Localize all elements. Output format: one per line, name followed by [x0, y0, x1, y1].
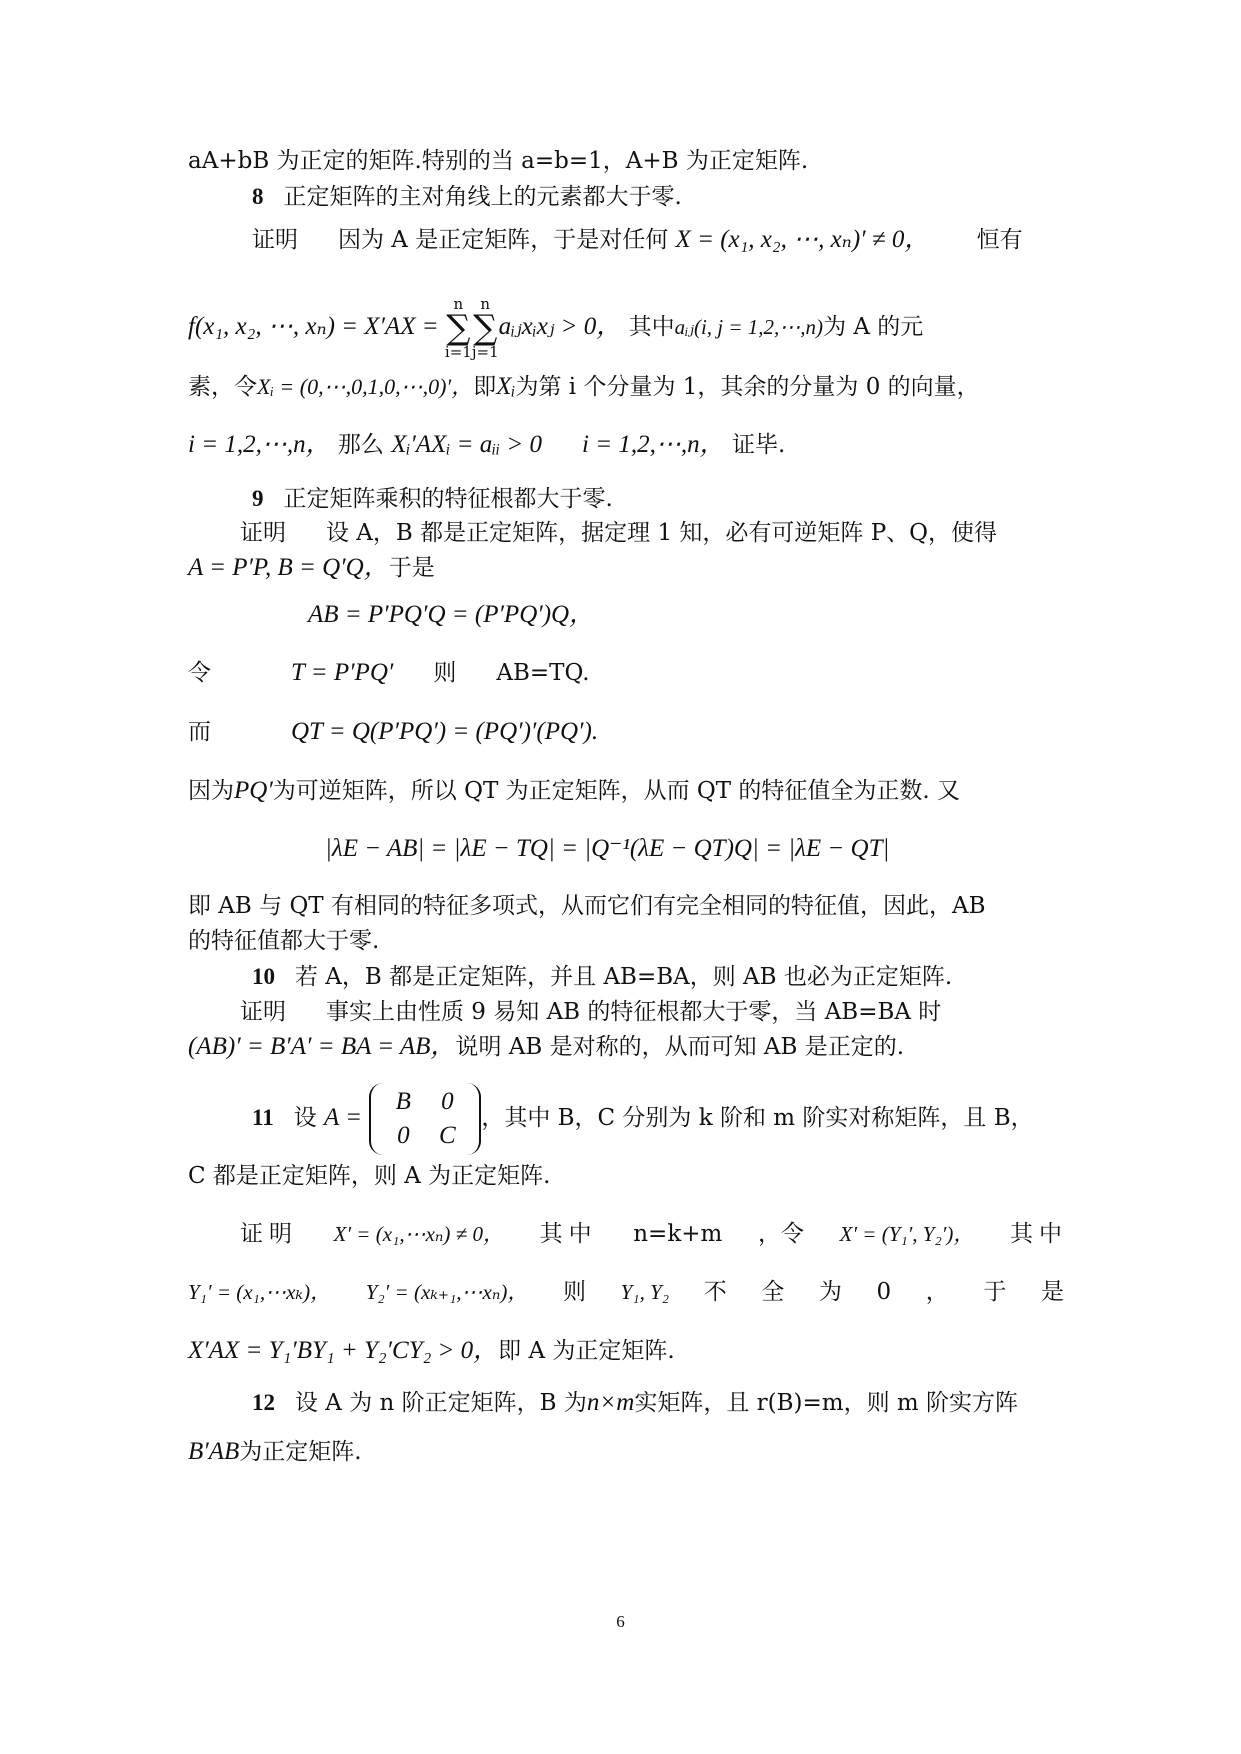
formula-line	[188, 295, 1068, 361]
text-line	[188, 1437, 1068, 1467]
property-heading	[252, 182, 1132, 212]
proof-line	[240, 997, 1120, 1027]
math-expression: i = 1,2,⋯,n，	[188, 431, 331, 458]
math-expression: aᵢⱼxᵢxⱼ > 0，	[498, 313, 622, 340]
math-expression: T = P′PQ′	[291, 659, 394, 686]
math-expression: QT = Q(P′PQ′) = (PQ′)′(PQ′).	[291, 718, 599, 745]
sentence: 全	[761, 1279, 785, 1305]
math-expression: A = P′P, B = Q′Q，	[188, 554, 389, 581]
block-matrix	[369, 1083, 481, 1155]
property-number: 9	[252, 486, 264, 511]
text-line	[188, 776, 1068, 806]
text-line	[188, 1161, 1068, 1191]
proof-line	[252, 225, 1132, 255]
math-expression: Y₁, Y₂	[620, 1280, 670, 1304]
math-expression: Xᵢ = (0,⋯,0,1,0,⋯,0)′，	[257, 374, 474, 399]
sentence: ，令	[757, 1221, 804, 1247]
property-heading	[252, 962, 1132, 992]
matrix-entry: B	[395, 1088, 411, 1115]
property-statement: 若 A，B 都是正定矩阵，并且 AB=BA，则 AB 也必为正定矩阵.	[295, 964, 953, 990]
sentence: 令	[188, 660, 211, 686]
math-expression: Y₁′ = (x₁,⋯xₖ)，	[188, 1280, 332, 1304]
sentence: 说明 AB 是对称的，从而可知 AB 是正定的.	[455, 1034, 905, 1060]
sentence: 是	[1040, 1279, 1064, 1305]
text-line	[188, 1277, 1068, 1307]
sentence: 为	[818, 1279, 842, 1305]
sentence: 因为 A 是正定矩阵，于是对任何	[338, 227, 669, 253]
math-expression: i = 1,2,⋯,n，	[582, 431, 725, 458]
sum-lower-limit: j=1	[471, 343, 499, 361]
sentence: ，其中 B，C 分别为 k 阶和 m 阶实对称矩阵，且 B，	[481, 1105, 1034, 1131]
math-expression: X′ = (Y₁′, Y₂′)，	[839, 1222, 975, 1246]
matrix-entry: 0	[441, 1088, 454, 1115]
proof-label: 证明	[240, 999, 286, 1025]
sentence: 于是	[388, 555, 435, 581]
text-line	[188, 430, 1068, 460]
sentence: 素，令	[188, 374, 257, 400]
math-expression: f(x₁, x₂, ⋯, xₙ) = X′AX =	[188, 313, 445, 340]
property-number: 8	[252, 184, 264, 209]
property-heading	[252, 1388, 1132, 1418]
sentence: 而	[188, 719, 211, 745]
math-expression: X = (x₁, x₂, ⋯, xₙ)′ ≠ 0，	[675, 226, 930, 253]
property-statement: 设 A 为 n 阶正定矩阵，B 为	[295, 1390, 587, 1416]
math-expression: aᵢⱼ(i, j = 1,2,⋯,n)	[674, 315, 824, 339]
sentence: 为可逆矩阵，所以 QT 为正定矩阵，从而 QT 的特征值全为正数. 又	[272, 778, 961, 804]
sentence: 即 AB 与 QT 有相同的特征多项式，从而它们有完全相同的特征值，因此，AB	[188, 893, 986, 919]
sentence: 其中	[628, 314, 675, 340]
property-number: 10	[252, 964, 275, 989]
sentence: 则	[433, 660, 457, 686]
property-heading	[252, 1078, 1132, 1158]
sentence: 因为	[188, 778, 234, 804]
sentence: 即	[473, 374, 497, 400]
property-number: 12	[252, 1390, 275, 1415]
sum-lower-limit: i=1	[444, 343, 472, 361]
math-expression: (AB)′ = B′A′ = BA = AB，	[188, 1033, 456, 1060]
sentence: 于	[983, 1279, 1007, 1305]
sentence: C 都是正定矩阵，则 A 为正定矩阵.	[188, 1163, 551, 1189]
sum-upper-limit: n	[480, 295, 491, 313]
proof-line	[240, 518, 1120, 548]
sentence: ，	[925, 1279, 949, 1305]
text-line	[188, 658, 1068, 688]
sentence: 即 A 为正定矩阵.	[498, 1338, 675, 1364]
proof-label: 证明	[252, 227, 298, 253]
proof-line	[240, 1219, 1120, 1249]
page-number: 6	[616, 1612, 625, 1631]
formula-line	[308, 600, 1188, 630]
math-expression: B′AB	[188, 1438, 240, 1465]
sentence: 设	[293, 1105, 317, 1131]
sentence: 0	[876, 1279, 892, 1305]
sentence: 那么	[337, 432, 384, 458]
property-statement: 正定矩阵的主对角线上的元素都大于零.	[283, 184, 682, 210]
text-line	[188, 1336, 1068, 1366]
property-number: 11	[252, 1105, 274, 1130]
text-line	[188, 926, 1068, 956]
property-heading	[252, 484, 1132, 514]
matrix-entry: C	[438, 1122, 456, 1149]
proof-label: 证明	[240, 1221, 298, 1247]
sentence: 证毕.	[731, 432, 786, 458]
sentence: 为 A 的元	[823, 314, 924, 340]
math-expression: Xᵢ′AXᵢ = aᵢᵢ > 0	[391, 431, 543, 458]
sentence: 的特征值都大于零.	[188, 928, 380, 954]
proof-label: 证明	[240, 520, 286, 546]
math-expression: A =	[324, 1104, 362, 1131]
text-line	[188, 553, 1068, 583]
formula-line	[325, 834, 1205, 864]
sentence: 为正定矩阵.	[239, 1439, 362, 1465]
text-line	[188, 372, 1068, 402]
sentence: n=k+m	[633, 1221, 723, 1247]
summation: n ∑ i=1	[444, 295, 472, 361]
sentence: 其中	[1010, 1221, 1068, 1247]
text-line	[188, 1032, 1068, 1062]
math-expression: X′ = (x₁,⋯xₙ) ≠ 0，	[333, 1222, 504, 1246]
sum-upper-limit: n	[453, 295, 464, 313]
text-line	[188, 717, 1068, 747]
property-statement: 正定矩阵乘积的特征根都大于零.	[283, 486, 613, 512]
sentence: 不	[703, 1279, 727, 1305]
sentence: 恒有	[976, 227, 1023, 253]
sentence: AB=TQ.	[496, 660, 590, 686]
math-expression: Y₂′ = (xₖ₊₁,⋯xₙ)，	[365, 1280, 529, 1304]
math-expression: PQ′	[234, 777, 273, 804]
sentence: aA+bB 为正定的矩阵.特别的当 a=b=1，A+B 为正定矩阵.	[188, 148, 809, 174]
math-expression: |λE − AB| = |λE − TQ| = |Q⁻¹(λE − QT)Q| = |λE − QT|	[325, 835, 890, 862]
sentence: 设 A，B 都是正定矩阵，据定理 1 知，必有可逆矩阵 P、Q，使得	[326, 520, 998, 546]
sentence: 其中	[539, 1221, 598, 1247]
matrix-entry: 0	[397, 1122, 410, 1149]
sentence: 为第 i 个分量为 1，其余的分量为 0 的向量，	[515, 374, 980, 400]
text-line	[188, 146, 1068, 176]
property-statement: 实矩阵，且 r(B)=m，则 m 阶实方阵	[634, 1390, 1018, 1416]
math-expression: Xᵢ	[496, 373, 516, 400]
sentence: 事实上由性质 9 易知 AB 的特征根都大于零，当 AB=BA 时	[326, 999, 942, 1025]
text-line	[188, 891, 1068, 921]
sentence: 则	[563, 1279, 586, 1305]
summation: n ∑ j=1	[471, 295, 499, 361]
math-expression: X′AX = Y₁′BY₁ + Y₂′CY₂ > 0，	[188, 1337, 499, 1364]
math-expression: n×m	[586, 1389, 635, 1416]
math-expression: AB = P′PQ′Q = (P′PQ′)Q，	[308, 601, 595, 628]
